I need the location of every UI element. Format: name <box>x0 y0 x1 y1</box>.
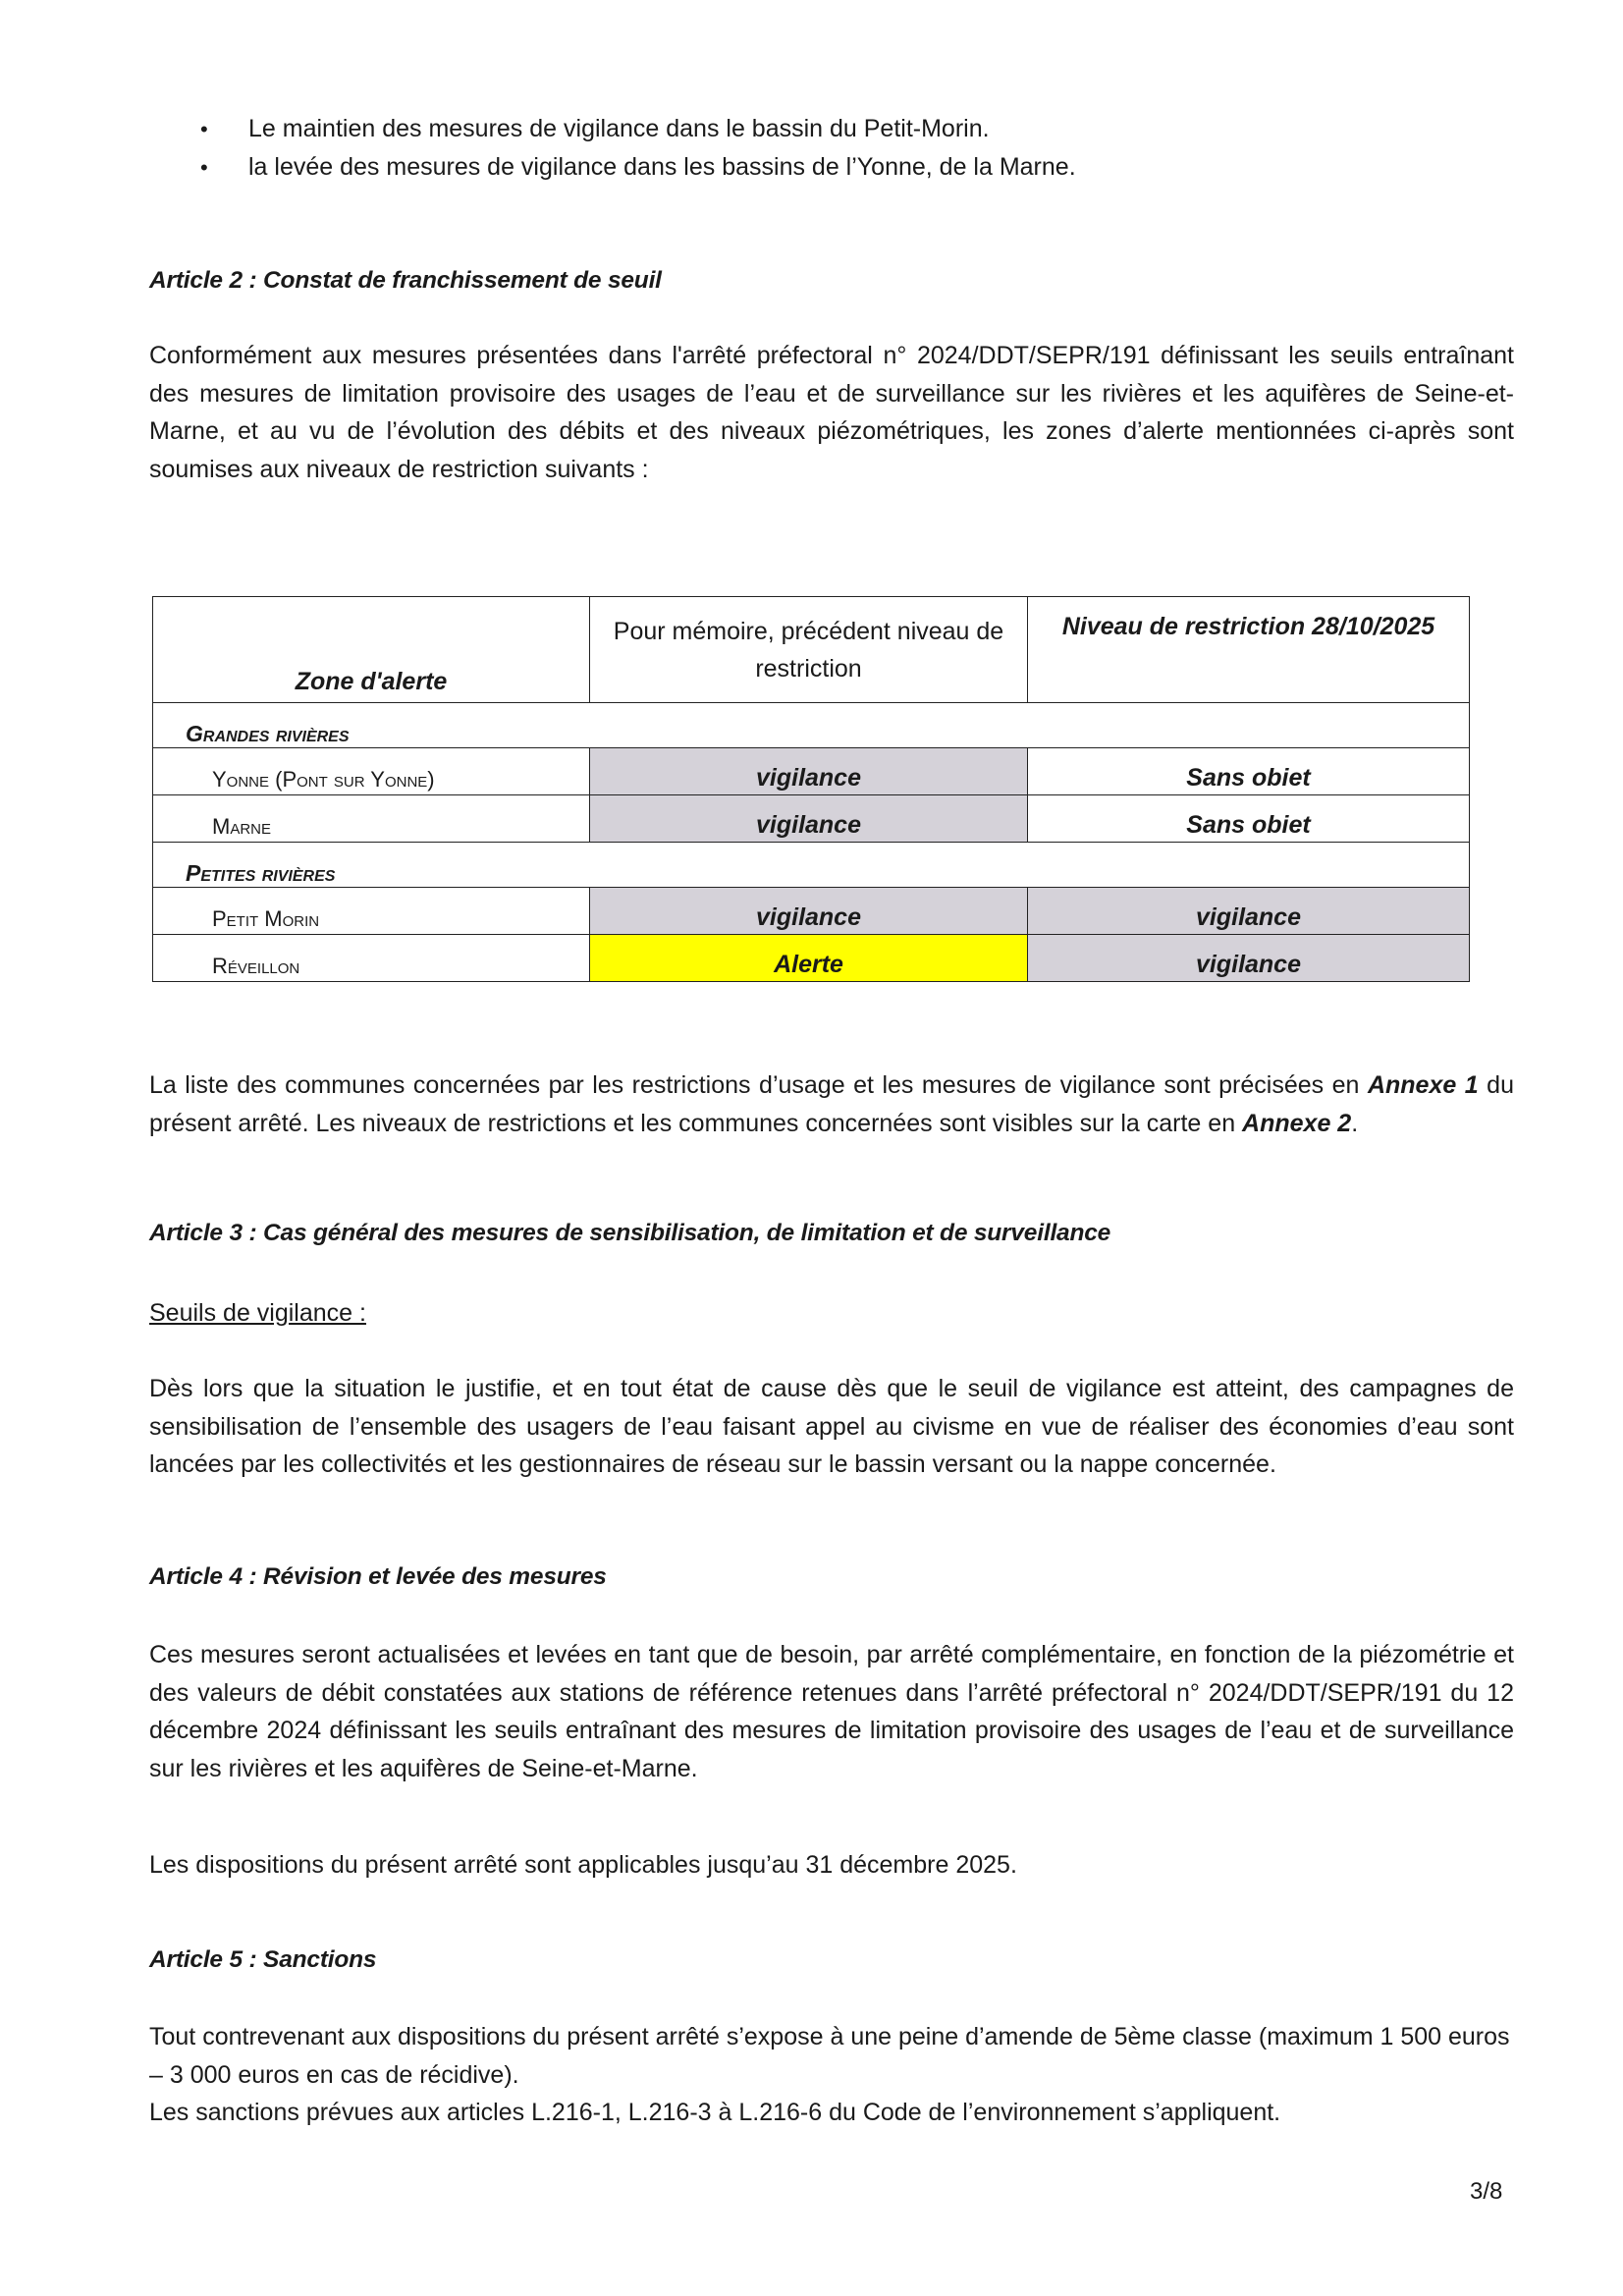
bullet-item: • Le maintien des mesures de vigilance dans le bassin du Petit-Morin. <box>196 110 1473 148</box>
current-level: vigilance <box>1028 935 1470 982</box>
article-2-heading: Article 2 : Constat de franchissement de seuil <box>149 267 662 294</box>
current-level: vigilance <box>1028 888 1470 935</box>
annexe-2-reference: Annexe 2 <box>1242 1109 1352 1137</box>
section-title: Petites rivières <box>153 843 1470 888</box>
annexe-1-reference: Annexe 1 <box>1367 1071 1479 1099</box>
zone-name: Petit Morin <box>153 888 590 935</box>
article-3-subheading: Seuils de vigilance : <box>149 1299 366 1327</box>
previous-level: Alerte <box>590 935 1028 982</box>
zone-name: Yonne (Pont sur Yonne) <box>153 748 590 795</box>
restriction-table <box>152 596 1470 982</box>
section-row <box>153 843 1470 888</box>
table-row <box>153 795 1470 843</box>
header-current-level: Niveau de restriction 28/10/2025 <box>1028 597 1470 703</box>
current-level: Sans obiet <box>1028 748 1470 795</box>
article-4-heading: Article 4 : Révision et levée des mesures <box>149 1563 607 1590</box>
article-4-paragraph: Ces mesures seront actualisées et levées en tant que de besoin, par arrêté complémentaire, en fonction de la piézométrie et des valeurs de débit constatées aux stations de référence retenues dans l’arrêté préfectoral n° 2024/DDT/SEPR/191 du 12 décembre 2024 définissant les seuils entraînant des mesures de limitation provisoire des usages de l’eau et de surveillance sur les rivières et les aquifères de Seine-et-Marne. <box>149 1641 1514 1782</box>
bullet-list <box>196 110 1473 187</box>
article-3-heading: Article 3 : Cas général des mesures de sensibilisation, de limitation et de surveillance <box>149 1220 1111 1246</box>
article-4-validity: Les dispositions du présent arrêté sont applicables jusqu’au 31 décembre 2025. <box>149 1851 1017 1879</box>
article-5-paragraph: Tout contrevenant aux dispositions du présent arrêté s’expose à une peine d’amende de 5ème classe (maximum 1 500 euros – 3 000 euros en cas de récidive). <box>149 2023 1510 2089</box>
bullet-item: • la levée des mesures de vigilance dans les bassins de l’Yonne, de la Marne. <box>196 148 1473 187</box>
article-3-paragraph: Dès lors que la situation le justifie, et en tout état de cause dès que le seuil de vigilance est atteint, des campagnes de sensibilisation de l’ensemble des usagers de l’eau faisant appel au civisme en vue de réaliser des économies d’eau sont lancées par les collectivités et les gestionnaires de réseau sur le bassin versant ou la nappe concernée. <box>149 1375 1514 1479</box>
page-number: 3/8 <box>1470 2178 1503 2205</box>
section-row <box>153 703 1470 748</box>
previous-level: vigilance <box>590 888 1028 935</box>
zone-name: Marne <box>153 795 590 843</box>
annexes-paragraph: La liste des communes concernées par les restrictions d’usage et les mesures de vigilance sont précisées en Annexe 1 du présent arrêté. Les niveaux de restrictions et les communes concernées sont visibles sur la carte en Annexe 2. <box>149 1071 1514 1137</box>
bullet-icon: • <box>200 155 208 180</box>
article-2-paragraph: Conformément aux mesures présentées dans l'arrêté préfectoral n° 2024/DDT/SEPR/191 définissant les seuils entraînant des mesures de limitation provisoire des usages de l’eau et de surveillance sur les rivières et les aquifères de Seine-et-Marne, et au vu de l’évolution des débits et des niveaux piézométriques, les zones d’alerte mentionnées ci-après sont soumises aux niveaux de restriction suivants : <box>149 342 1514 483</box>
table-row <box>153 888 1470 935</box>
table-row <box>153 935 1470 982</box>
previous-level: vigilance <box>590 748 1028 795</box>
previous-level: vigilance <box>590 795 1028 843</box>
table-header-row <box>153 597 1470 703</box>
header-previous-level: Pour mémoire, précédent niveau de restriction <box>590 597 1028 703</box>
article-5-sanctions: Les sanctions prévues aux articles L.216-1, L.216-3 à L.216-6 du Code de l’environnement s’appliquent. <box>149 2099 1281 2126</box>
current-level: Sans obiet <box>1028 795 1470 843</box>
header-zone: Zone d'alerte <box>153 597 590 703</box>
bullet-icon: • <box>200 117 208 141</box>
section-title: Grandes rivières <box>153 703 1470 748</box>
zone-name: Réveillon <box>153 935 590 982</box>
table-row <box>153 748 1470 795</box>
article-5-heading: Article 5 : Sanctions <box>149 1946 377 1973</box>
